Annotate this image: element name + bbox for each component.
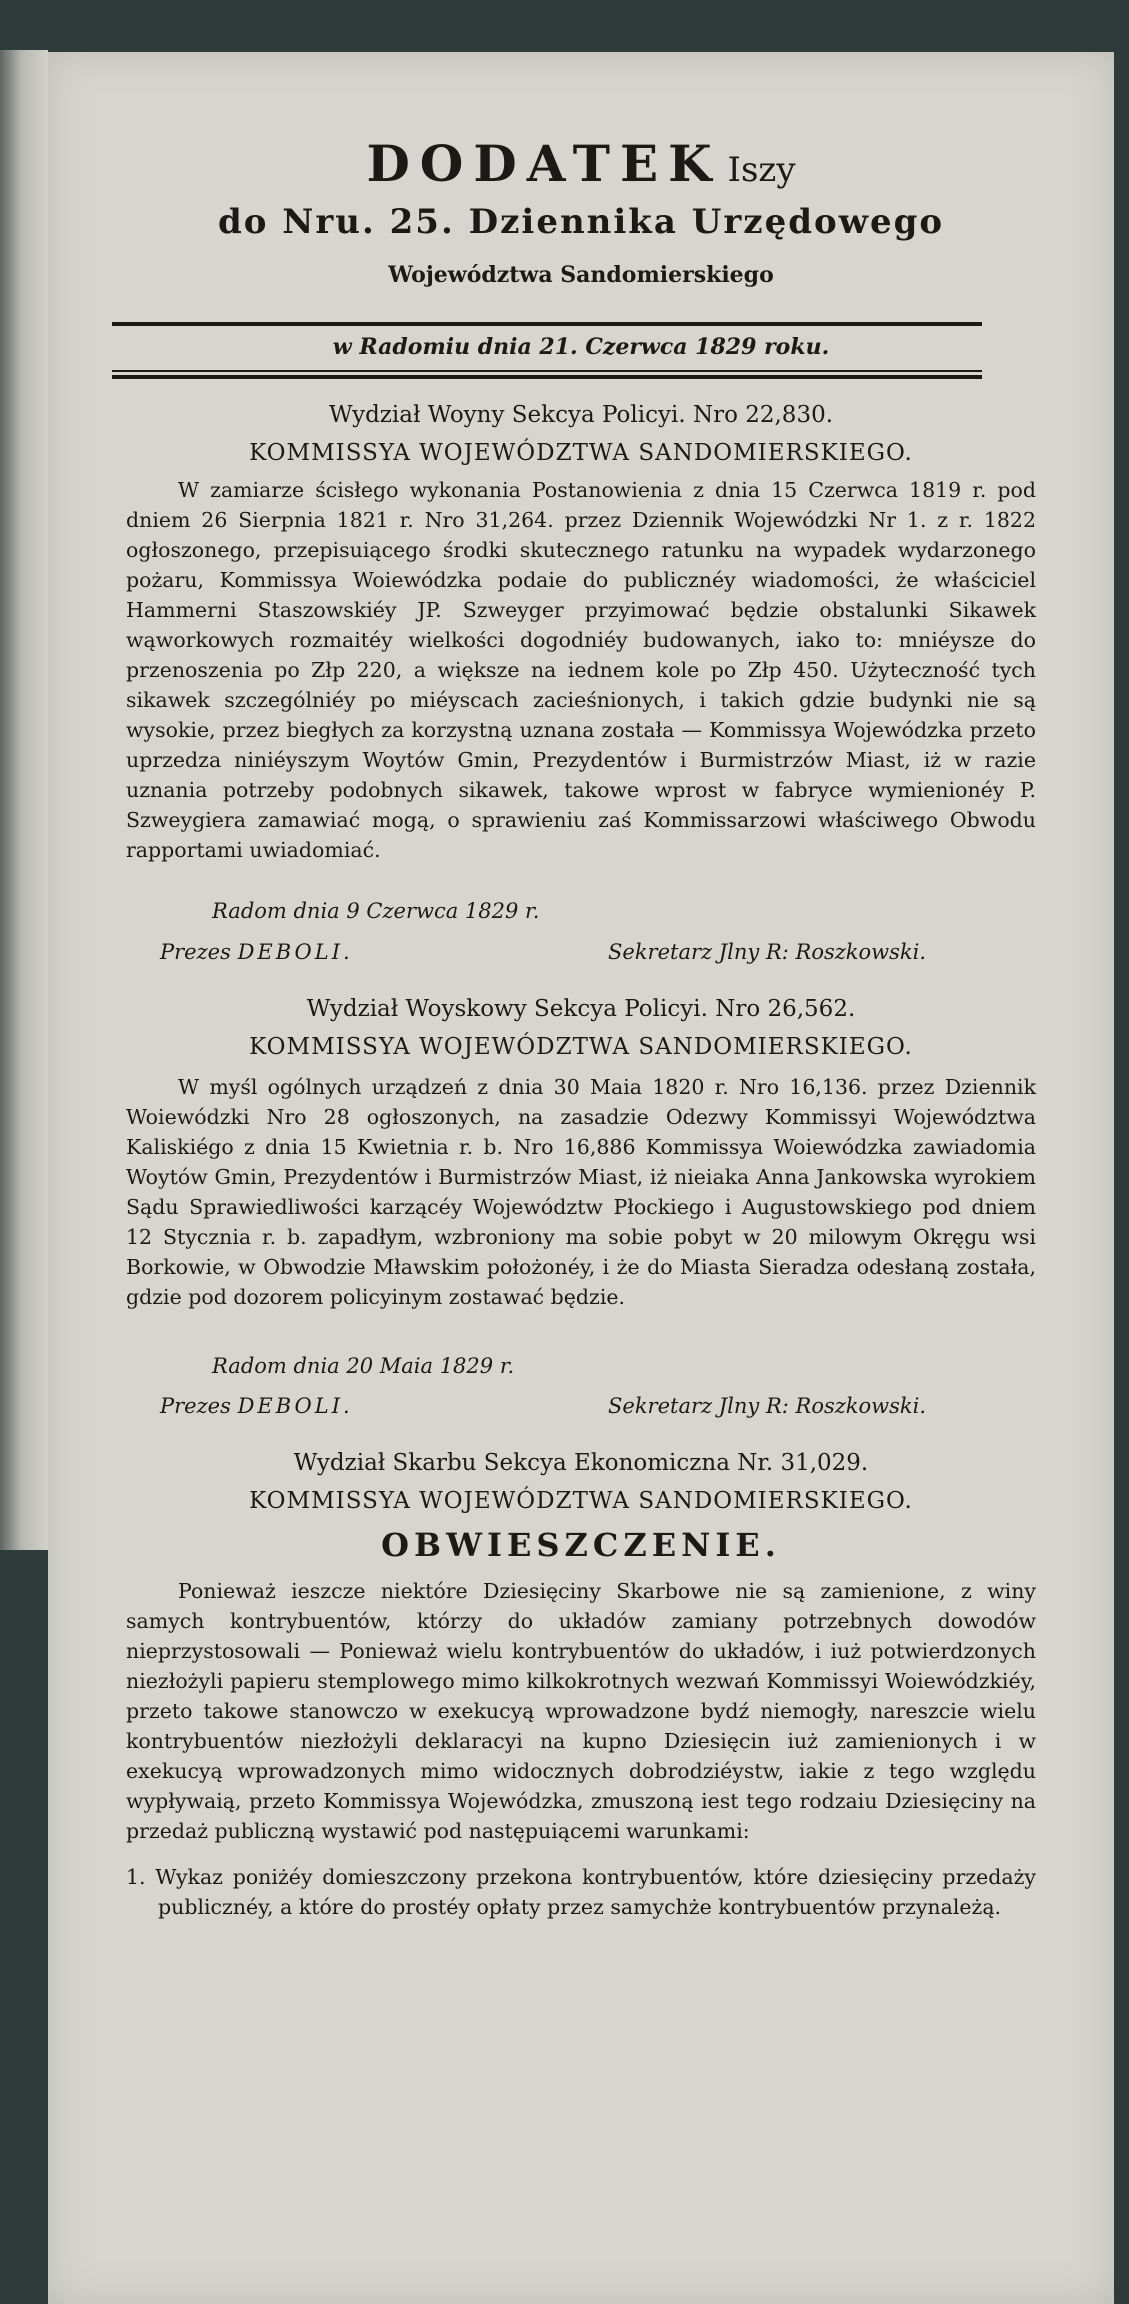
issue-dateline: w Radomiu dnia 21. Czerwca 1829 roku. (332, 334, 830, 360)
section-1-date: Radom dnia 9 Czerwca 1829 r. (212, 899, 540, 923)
president-label: Prezes (160, 1394, 231, 1418)
title-text: DODATEK (366, 134, 722, 193)
section-2-body: W myśl ogólnych urządzeń z dnia 30 Maia 1820 r. Nro 16,136. przez Dziennik Woiewódzki Nro 28 ogłoszonych, na zasadzie Odezwy Kommissyi Województwa Kaliskiégo z dnia 15 Kwietnia r. b. Nro 16,886 Kommissya Woiewódzka zawiadomia Woytów Gmin, Prezydentów i Burmistrzów Miast, iż nieiaka Anna Jankowska wyrokiem Sądu Sprawiedliwości karzącéy Województw Płockiego i Augustowskiego pod dniem 12 Stycznia r. b. zapadłym, wzbroniony ma sobie pobyt w 20 milowym Okręgu wsi Borkowie, w Obwodzie Mławskim położonéy, i że do Miasta Sieradza odesłaną została, gdzie pod dozorem policyinym zostawać będzie. (126, 1075, 1036, 1309)
section-3-body: Ponieważ ieszcze niektóre Dziesięciny Skarbowe nie są zamienione, z winy samych kontrybuentów, którzy do układów zamiany potrzebnych dowodów nieprzystosowali — Ponieważ wielu kontrybuentów do układów, i iuż potwierdzonych niezłożyli papieru stemplowego mimo kilkokrotnych wezwań Kommissyi Woiewódzkiéy, przeto takowe stanowczo w exekucyą wprowadzone bydź niemogły, nareszcie wielu kontrybuentów niezłożyli deklaracyi na kupno Dziesięcin iuż zamienionych i w exekucyą wprowadzonych mimo widocznych dobrodziéystw, iakie z tego względu wypływaią, przeto Kommissya Wojewódzka, zmuszoną iest tego rodzaiu Dziesięciny na przedaż publiczną wystawić pod następuiącemi warunkami: (126, 1579, 1036, 1843)
section-3-heading: OBWIESZCZENIE. (381, 1526, 781, 1564)
section-1-body: W zamiarze ścisłego wykonania Postanowienia z dnia 15 Czerwca 1819 r. pod dniem 26 Sierpnia 1821 r. Nro 31,264. przez Dziennik Wojewódzki Nr 1. z r. 1822 ogłoszonego, przepisuiącego środki skutecznego ratunku na wypadek wydarzonego pożaru, Kommissya Woiewódzka podaie do publicznéy wiadomości, że właściciel Hammerni Staszowskiéy JP. Szweyger przyimować będzie obstalunki Sikawek wąworkowych rozmaitéy wielkości dogodniéy budowanych, iako to: mniéysze do przenoszenia po Złp 220, a większe na iednem kole po Złp 450. Użyteczność tych sikawek szczególniéy po miéyscach zacieśnionych, i takich gdzie budynki nie są wysokie, przez biegłych za korzystną uznana została — Kommissya Wojewódzka przeto uprzedza niniéyszym Woytów Gmin, Prezydentów i Burmistrzów Miast, iż w razie uznania potrzeby podobnych sikawek, takowe wprost w fabryce wymienionéy P. Szweygiera zamawiać mogą, o sprawieniu zaś Kommissarzowi właściwego Obwodu rapportami uwiadomiać. (126, 478, 1036, 862)
president-name: DEBOLI. (237, 1394, 353, 1418)
title-suffix: Iszy (727, 150, 796, 190)
president-name: DEBOLI. (237, 940, 353, 964)
document-subtitle: do Nru. 25. Dziennika Urzędowego (217, 202, 945, 242)
document-page (48, 52, 1114, 2304)
header-rule-bottom-thin (112, 370, 982, 372)
header-rule-bottom-thick (112, 375, 982, 379)
section-1-department: Wydział Woyny Sekcya Policyi. Nro 22,830. (328, 402, 834, 428)
section-2-department: Wydział Woyskowy Sekcya Policyi. Nro 26,562. (306, 996, 856, 1022)
section-2-date: Radom dnia 20 Maia 1829 r. (212, 1354, 515, 1378)
president-label: Prezes (160, 940, 231, 964)
header-rule-top (112, 322, 982, 326)
adjacent-page-edge (0, 50, 48, 1550)
section-1-secretary: Sekretarz Jlny R: Roszkowski. (608, 940, 927, 964)
section-1-authority: KOMMISSYA WOJEWÓDZTWA SANDOMIERSKIEGO. (249, 440, 913, 466)
document-title (48, 134, 1114, 193)
section-3-list-item: 1. Wykaz poniżéy domieszczony przekona kontrybuentów, które dziesięciny przedaży publicznéy, a które do prostéy opłaty przez samychże kontrybuentów przynależą. (126, 1865, 1036, 1919)
section-3-department: Wydział Skarbu Sekcya Ekonomiczna Nr. 31,029. (293, 1450, 869, 1476)
section-2-authority: KOMMISSYA WOJEWÓDZTWA SANDOMIERSKIEGO. (249, 1034, 913, 1060)
section-3-authority: KOMMISSYA WOJEWÓDZTWA SANDOMIERSKIEGO. (249, 1488, 913, 1514)
section-1-president (160, 940, 353, 964)
section-2-secretary: Sekretarz Jlny R: Roszkowski. (608, 1394, 927, 1418)
region-name: Województwa Sandomierskiego (388, 262, 774, 288)
section-2-president (160, 1394, 353, 1418)
